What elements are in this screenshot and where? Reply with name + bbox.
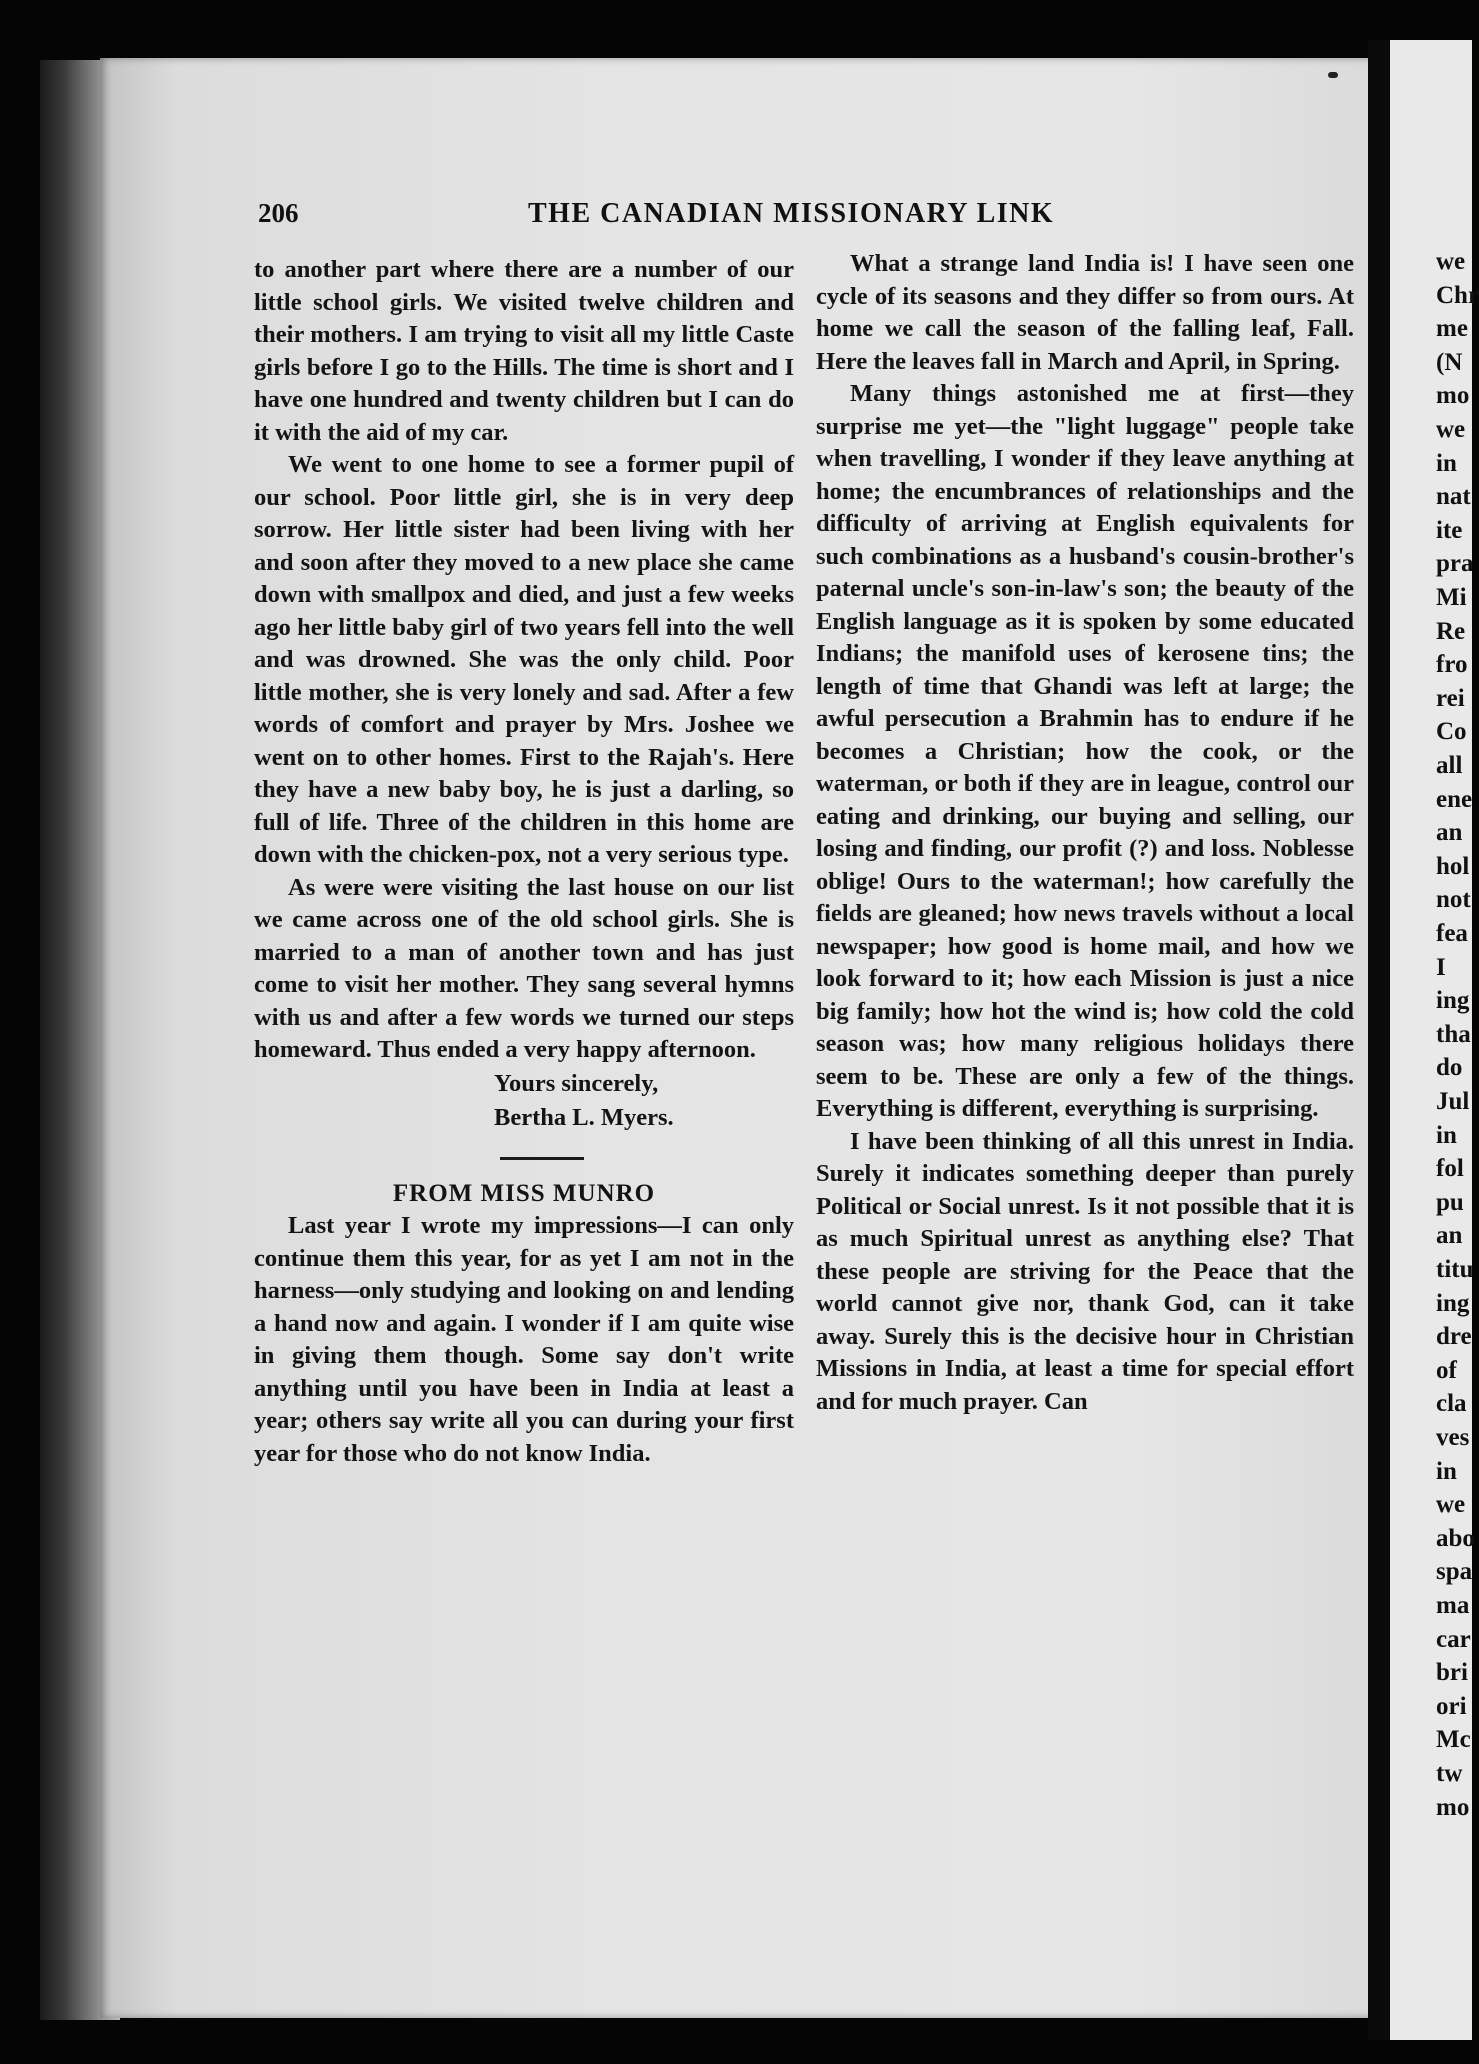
adjacent-page-fragment: abo <box>1436 1524 1475 1552</box>
page-number: 206 <box>258 198 299 228</box>
adjacent-page-fragment: rei <box>1436 684 1465 712</box>
adjacent-page-fragment: Jul <box>1436 1088 1470 1115</box>
adjacent-page-fragment: Mi <box>1436 584 1467 611</box>
adjacent-page-fragment: ing <box>1436 1289 1470 1317</box>
page-header <box>258 198 1358 238</box>
adjacent-page-fragment: not <box>1436 886 1471 914</box>
adjacent-page-fragment: fol <box>1436 1155 1464 1183</box>
adjacent-page-fragment: car <box>1436 1625 1471 1653</box>
adjacent-page-fragment: me <box>1436 315 1468 343</box>
section-title: FROM MISS MUNRO <box>392 1179 656 1207</box>
adjacent-page-edge <box>1390 40 1479 2040</box>
book-gutter <box>1368 40 1390 2040</box>
adjacent-page-fragment: hol <box>1436 852 1470 880</box>
adjacent-page-fragment: pu <box>1436 1188 1464 1216</box>
adjacent-page-fragment: tha <box>1436 1020 1471 1048</box>
adjacent-page-fragment: fro <box>1436 651 1468 679</box>
adjacent-page-fragment: of <box>1436 1356 1457 1384</box>
letter-closing: Yours sincerely, <box>494 1069 659 1097</box>
adjacent-page-fragment: I <box>1436 953 1446 981</box>
adjacent-page-fragment: tw <box>1436 1760 1463 1787</box>
adjacent-page-fragment: fea <box>1436 920 1468 947</box>
left-paragraph-2: We went to one home to see a former pupil of our school. Poor little girl, she is in very deep sorrow. Her little sister had been living with her and soon after they moved to a new place she came down with smallpox and died, and just a few weeks ago her little baby girl of two years fell into the well and was drowned. She was the only child. Poor little mother, she is very lonely and sad. After a few words of comfort and prayer by Mrs. Joshee we went on to other homes. First to the Rajah's. Here they have a new baby boy, he is just a darling, so full of life. Three of the children in this home are down with the chicken-pox, not a very serious type. <box>254 451 794 868</box>
left-paragraph-1: to another part where there are a number of our little school girls. We visited twelve children and their mothers. I am trying to visit all my little Caste girls before I go to the Hills. The time is short and I have one hundred and twenty children but I can do it with the aid of my car. <box>254 256 794 446</box>
adjacent-page-fragment: bri <box>1436 1659 1468 1687</box>
adjacent-page-fragment: mo <box>1436 1793 1470 1821</box>
left-paragraph-4: Last year I wrote my impressions—I can only continue them this year, for as yet I am not in the harness—only studying and looking on and lending a hand now and again. I wonder if I am quite wise in giving them though. Some say don't write anything until you have been in India at least a year; others say write all you can during your first year for those who do not know India. <box>254 1212 794 1467</box>
adjacent-page-fragment: do <box>1436 1054 1463 1082</box>
right-column <box>816 248 1354 1418</box>
adjacent-page-fragment: nat <box>1436 483 1471 511</box>
adjacent-page-fragment: (N <box>1436 348 1463 376</box>
adjacent-page-fragment: an <box>1436 819 1463 847</box>
adjacent-page-fragment: ves <box>1436 1424 1470 1451</box>
adjacent-page-fragment: an <box>1436 1222 1463 1250</box>
adjacent-page-fragment: spa <box>1436 1558 1473 1586</box>
adjacent-page-fragment: we <box>1436 416 1466 443</box>
left-paragraph-3: As were were visiting the last house on our list we came across one of the old school girls. She is married to a man of another town and has just come to visit her mother. They sang several hymns with us and after a few words we turned our steps homeward. Thus ended a very happy afternoon. <box>254 873 794 1063</box>
adjacent-page-fragment: Mc <box>1436 1726 1471 1754</box>
letter-signature: Bertha L. Myers. <box>494 1103 674 1131</box>
adjacent-page-fragment: pra <box>1436 550 1474 578</box>
adjacent-page-fragment: Co <box>1436 718 1467 746</box>
adjacent-page-fragment: in <box>1436 449 1457 477</box>
running-head: THE CANADIAN MISSIONARY LINK <box>528 198 1055 229</box>
adjacent-page-fragment: we <box>1436 248 1466 275</box>
adjacent-page-fragment: ori <box>1436 1692 1467 1720</box>
adjacent-page-fragment: mo <box>1436 382 1470 410</box>
adjacent-page-fragment: ma <box>1436 1592 1470 1619</box>
adjacent-page-fragment: Chr <box>1436 281 1479 309</box>
adjacent-page-fragment: ing <box>1436 987 1470 1015</box>
adjacent-page-fragment: ene <box>1436 785 1473 813</box>
right-paragraph-1: What a strange land India is! I have seen one cycle of its seasons and they differ so from ours. At home we call the season of the falling leaf, Fall. Here the leaves fall in March and April, in Spring. <box>816 250 1354 375</box>
left-column <box>254 254 794 1470</box>
adjacent-page-fragment: in <box>1436 1457 1457 1485</box>
adjacent-page-fragment: Re <box>1436 617 1466 645</box>
adjacent-page-fragment: cla <box>1436 1390 1467 1418</box>
adjacent-page-fragment: in <box>1436 1121 1457 1149</box>
right-paragraph-2: Many things astonished me at first—they surprise me yet—the "light luggage" people take when travelling, I wonder if they leave anything at home; the encumbrances of relationships and the difficulty of arriving at English equivalents for such combinations as a husband's cousin-brother's paternal uncle's son-in-law's son; the beauty of the English language as it is spoken by some educated Indians; the manifold uses of kerosene tins; the length of time that Ghandi was left at large; the awful persecution a Brahmin has to endure if he becomes a Christian; how the cook, or the waterman, or both if they are in league, control our eating and drinking, our buying and selling, our losing and finding, our profit (?) and loss. Noblesse oblige! Ours to the waterman!; how carefully the fields are gleaned; how news travels without a local newspaper; how good is home mail, and how we look forward to it; how each Mission is just a nice big family; how hot the wind is; how cold the cold season was; how many religious holidays there seem to be. These are only a few of the things. Everything is different, everything is surprising. <box>816 380 1354 1122</box>
adjacent-page-fragment: ite <box>1436 516 1463 544</box>
section-divider <box>500 1157 584 1160</box>
ink-mark <box>1328 72 1338 78</box>
adjacent-page-fragment: all <box>1436 752 1463 779</box>
adjacent-page-fragment: dre <box>1436 1323 1472 1351</box>
adjacent-page-fragment: we <box>1436 1491 1466 1519</box>
right-paragraph-3: I have been thinking of all this unrest in India. Surely it indicates something deeper than purely Political or Social unrest. Is it not possible that it is as much Spiritual unrest as anything else? That these people are striving for the Peace that the world cannot give nor, thank God, can it take away. Surely this is the decisive hour in Christian Missions in India, at least a time for special effort and for much prayer. Can <box>816 1127 1354 1415</box>
adjacent-page-fragment: titu <box>1436 1256 1474 1283</box>
